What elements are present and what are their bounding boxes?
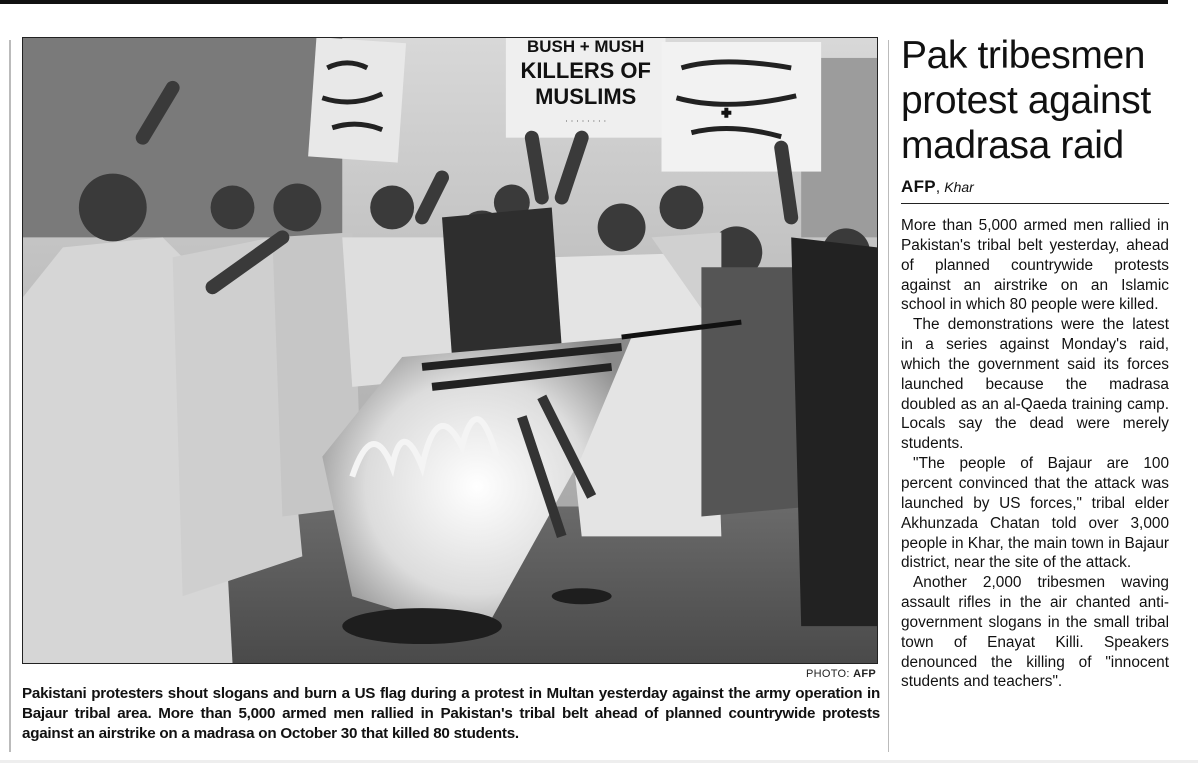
news-photo — [22, 37, 878, 664]
byline-separator: , — [935, 179, 945, 196]
photo-credit — [600, 668, 876, 680]
placard-left — [308, 38, 406, 163]
article-body — [901, 216, 1169, 692]
photo-credit-agency: AFP — [853, 668, 876, 680]
article-paragraph-4: Another 2,000 tribesmen waving assault rifles in the air chanted anti-government slogans in the small tribal town of Enayat Killi. Speakers denounced the killing of "innocent students and teachers". — [901, 574, 1169, 691]
top-rule — [0, 0, 1168, 4]
placard-line-1: BUSH + MUSH — [527, 38, 645, 56]
placard-line-3: MUSLIMS — [535, 83, 637, 109]
photo-credit-prefix: PHOTO: — [805, 668, 854, 680]
byline-place: Khar — [944, 179, 974, 195]
placard-center — [506, 38, 666, 138]
article-paragraph-1: More than 5,000 armed men rallied in Pakistan's tribal belt yesterday, ahead of planned countrywide protests against an airstrike on an Islamic school in which 80 people were killed. — [901, 217, 1169, 314]
photo-caption: Pakistani protesters shout slogans and burn a US flag during a protest in Multan yesterday against the army operation in Bajaur tribal area. More than 5,000 armed men rallied in Pakistan's tribal belt ahead of planned countrywide protests against an airstrike on a madrasa on October 30 that killed 80 students. — [22, 685, 880, 742]
byline-agency: AFP — [901, 177, 936, 196]
article-headline: Pak tribesmen protest against madrasa raid — [901, 34, 1151, 167]
article-byline — [901, 177, 1169, 204]
article-paragraph-2: The demonstrations were the latest in a series against Monday's raid, which the government said its forces launched because the madrasa doubled as an al-Qaeda training camp. Locals say the dead were merely students. — [901, 316, 1169, 453]
placard-line-2: KILLERS OF — [520, 57, 651, 83]
column-divider — [888, 40, 889, 752]
placard-right — [662, 42, 822, 172]
left-column-rule — [9, 40, 11, 752]
protest-photo-illustration — [23, 38, 877, 663]
article-paragraph-3: "The people of Bajaur are 100 percent convinced that the attack was launched by US forces," tribal elder Akhunzada Chatan told over 3,000 people in Khar, the main town in Bajaur district, near the site of the attack. — [901, 455, 1169, 572]
svg-text:· · · · · · · ·: · · · · · · · · — [565, 115, 607, 126]
